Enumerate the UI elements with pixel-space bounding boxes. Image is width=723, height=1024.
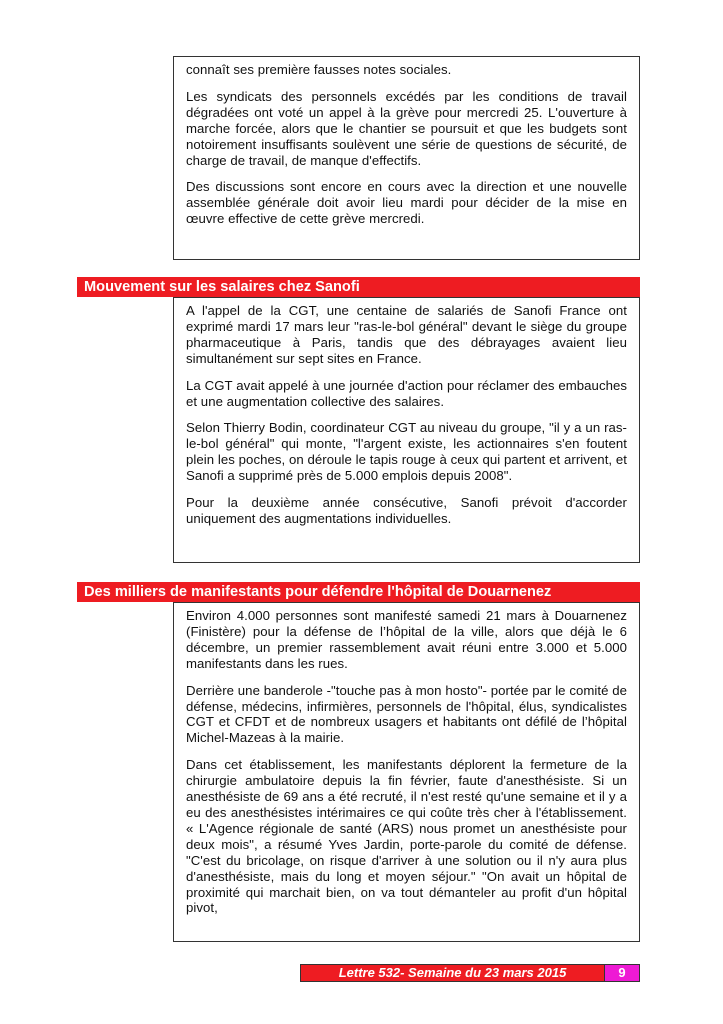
paragraph: A l'appel de la CGT, une centaine de salariés de Sanofi France ont exprimé mardi 17 mars leur "ras-le-bol général" devant le siège du groupe pharmaceutique à Paris, tandis que des débrayages avaient lieu simultanément sur sept sites en France. [186, 303, 627, 366]
paragraph: Derrière une banderole -"touche pas à mon hosto"- portée par le comité de défense, médecins, infirmières, personnels de l'hôpital, élus, syndicalistes CGT et CFDT et de nombreux usagers et habitants ont défilé de l’hôpital Michel-Mazeas à la mairie. [186, 682, 627, 746]
article-continuation-box [173, 56, 640, 260]
paragraph: Pour la deuxième année consécutive, Sanofi prévoit d'accorder uniquement des augmentations individuelles. [186, 495, 627, 526]
page-footer [300, 964, 640, 982]
section-heading-sanofi: Mouvement sur les salaires chez Sanofi [77, 277, 640, 297]
paragraph: Des discussions sont encore en cours avec la direction et une nouvelle assemblée générale doit avoir lieu mardi pour décider de la mise en œuvre effective de cette grève mercredi. [186, 179, 627, 227]
paragraph: connaît ses première fausses notes sociales. [186, 62, 452, 77]
page-number: 9 [604, 965, 639, 981]
paragraph: La CGT avait appelé à une journée d'action pour réclamer des embauches et une augmentation collective des salaires. [186, 377, 627, 409]
article-sanofi-box [173, 297, 640, 563]
section-heading-douarnenez: Des milliers de manifestants pour défendre l'hôpital de Douarnenez [77, 582, 640, 602]
article-douarnenez-box [173, 602, 640, 942]
newsletter-label: Lettre 532- Semaine du 23 mars 2015 [301, 965, 604, 981]
paragraph: Dans cet établissement, les manifestants déplorent la fermeture de la chirurgie ambulatoire depuis la fin février, faute d'anesthésiste. Si un anesthésiste de 69 ans a été recruté, il n'est resté qu'une semaine et il y a eu des anesthésistes intérimaires ce qui coûte très cher à l'établissement. « L'Agence régionale de santé (ARS) nous promet un anesthésiste pour deux mois", a résumé Yves Jardin, porte-parole du comité de défense. "C'est du bricolage, on risque d'arriver à une solution ou il n'y aura plus d'anesthésiste, mais du long et moyen séjour." "On avait un hôpital de proximité qui marchait bien, on va tout démanteler au profit d'un hôpital pivot, [186, 757, 627, 916]
paragraph: Selon Thierry Bodin, coordinateur CGT au niveau du groupe, "il y a un ras-le-bol général" qui monte, "l'argent existe, les actionnaires s'en foutent plein les poches, on déroule le tapis rouge à ceux qui partent et arrivent, et Sanofi a supprimé près de 5.000 emplois depuis 2008". [186, 420, 627, 484]
paragraph: Environ 4.000 personnes sont manifesté samedi 21 mars à Douarnenez (Finistère) pour la défense de l’hôpital de la ville, alors que déjà le 6 décembre, un premier rassemblement avait réuni entre 3.000 et 5.000 manifestants dans les rues. [186, 608, 627, 671]
paragraph: Les syndicats des personnels excédés par les conditions de travail dégradées ont voté un appel à la grève pour mercredi 25. L'ouverture à marche forcée, alors que le chantier se poursuit et que les budgets sont notoirement insuffisants soulèvent une série de questions de sécurité, de charge de travail, de manque d'effectifs. [186, 88, 627, 168]
